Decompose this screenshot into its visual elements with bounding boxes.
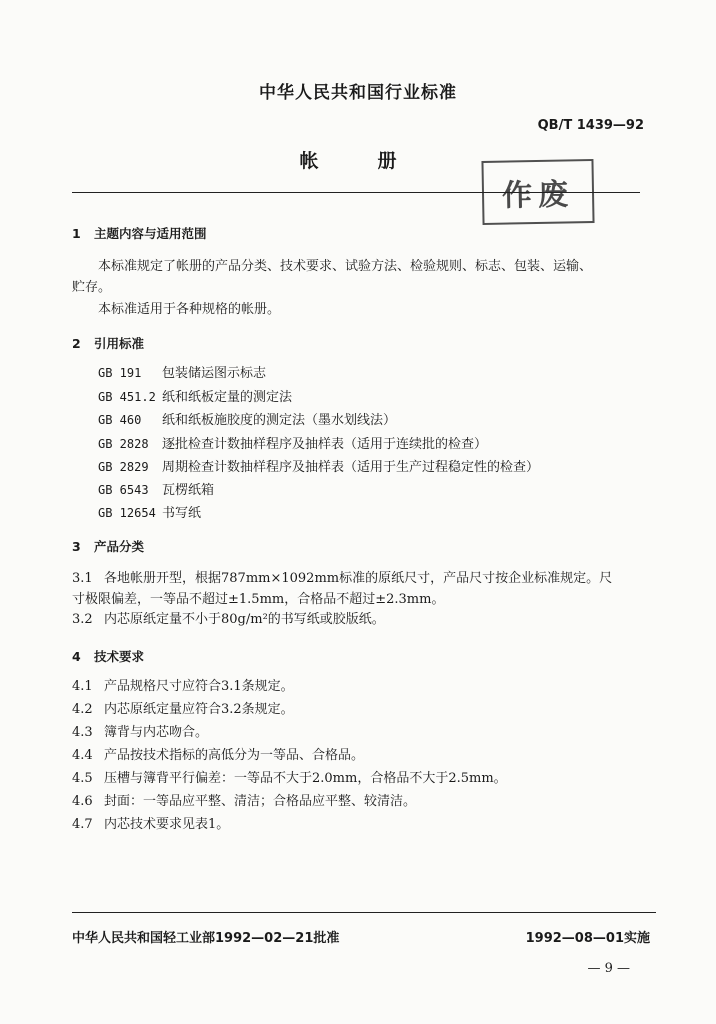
- footer-divider: [72, 912, 656, 913]
- paragraph: 本标准适用于各种规格的帐册。: [98, 302, 281, 317]
- clause-4-2: [72, 698, 294, 717]
- clause-text: 产品规格尺寸应符合3.1条规定。: [104, 679, 294, 694]
- clause-text: 内芯原纸定量不小于80g/m²的书写纸或胶版纸。: [104, 612, 385, 627]
- section-number: 2: [72, 336, 81, 351]
- clause-number: 3.2: [72, 612, 93, 627]
- obsolete-stamp: 作废: [481, 159, 594, 225]
- reference-item: [98, 409, 396, 428]
- clause-number: 4.7: [72, 817, 93, 832]
- clause-4-6: [72, 790, 416, 809]
- section-1-heading: [72, 224, 207, 242]
- clause-4-5: [72, 767, 507, 786]
- clause-text: 封面：一等品应平整、清洁；合格品应平整、较清洁。: [104, 794, 417, 809]
- paragraph: 本标准规定了帐册的产品分类、技术要求、试验方法、检验规则、标志、包装、运输、: [98, 259, 593, 274]
- implementation-date: 1992—08—01实施: [525, 931, 650, 946]
- section-2-heading: [72, 334, 144, 352]
- clause-number: 4.3: [72, 725, 93, 740]
- reference-title: 书写纸: [162, 506, 202, 521]
- approval-line: 中华人民共和国轻工业部1992—02—21批准: [72, 931, 340, 946]
- reference-title: 纸和纸板施胶度的测定法（墨水划线法）: [162, 413, 397, 428]
- standard-code: QB/T 1439—92: [537, 118, 644, 133]
- reference-item: [98, 362, 266, 381]
- clause-4-1: [72, 675, 294, 694]
- reference-title: 周期检查计数抽样程序及抽样表（适用于生产过程稳定性的检查）: [162, 460, 540, 475]
- reference-item: [98, 433, 487, 452]
- section-number: 3: [72, 539, 81, 554]
- clause-number: 4.2: [72, 702, 93, 717]
- section-title: 技术要求: [94, 649, 145, 664]
- header-divider: [72, 192, 640, 193]
- section-title: 引用标准: [94, 336, 145, 351]
- document-title: 帐 册: [299, 150, 417, 172]
- clause-number: 4.5: [72, 771, 93, 786]
- clause-number: 4.1: [72, 679, 93, 694]
- reference-code: GB 191: [98, 366, 142, 380]
- clause-text: 各地帐册开型，根据787mm×1092mm标准的原纸尺寸，产品尺寸按企业标准规定。尺: [104, 571, 613, 586]
- section-title: 产品分类: [94, 539, 145, 554]
- clause-4-4: [72, 744, 364, 763]
- reference-item: [98, 386, 292, 405]
- clause-number: 4.4: [72, 748, 93, 763]
- reference-item: [98, 502, 201, 521]
- clause-text: 产品按技术指标的高低分为一等品、合格品。: [104, 748, 365, 763]
- reference-code: GB 12654: [98, 506, 156, 520]
- clause-3-1: [72, 567, 612, 586]
- clause-number: 4.6: [72, 794, 93, 809]
- reference-item: [98, 456, 539, 475]
- reference-item: [98, 479, 214, 498]
- clause-continuation: 寸极限偏差，一等品不超过±1.5mm，合格品不超过±2.3mm。: [72, 592, 445, 607]
- clause-text: 压槽与簿背平行偏差：一等品不大于2.0mm，合格品不大于2.5mm。: [104, 771, 507, 786]
- clause-4-7: [72, 813, 229, 832]
- clause-text: 簿背与内芯吻合。: [104, 725, 209, 740]
- reference-code: GB 2829: [98, 460, 149, 474]
- page-number: — 9 —: [587, 961, 630, 976]
- reference-title: 逐批检查计数抽样程序及抽样表（适用于连续批的检查）: [162, 437, 488, 452]
- reference-title: 包装储运图示标志: [162, 366, 267, 381]
- reference-title: 瓦楞纸箱: [162, 483, 215, 498]
- section-title: 主题内容与适用范围: [94, 226, 207, 241]
- reference-code: GB 6543: [98, 483, 149, 497]
- clause-4-3: [72, 721, 208, 740]
- section-number: 4: [72, 649, 81, 664]
- reference-code: GB 451.2: [98, 390, 156, 404]
- clause-3-2: [72, 608, 385, 627]
- reference-title: 纸和纸板定量的测定法: [162, 390, 293, 405]
- reference-code: GB 2828: [98, 437, 149, 451]
- clause-text: 内芯原纸定量应符合3.2条规定。: [104, 702, 294, 717]
- section-3-heading: [72, 537, 144, 555]
- standard-org-title: 中华人民共和国行业标准: [259, 83, 457, 103]
- clause-number: 3.1: [72, 571, 93, 586]
- section-4-heading: [72, 647, 144, 665]
- clause-text: 内芯技术要求见表1。: [104, 817, 230, 832]
- reference-code: GB 460: [98, 413, 142, 427]
- section-number: 1: [72, 226, 81, 241]
- paragraph-continuation: 贮存。: [72, 280, 112, 295]
